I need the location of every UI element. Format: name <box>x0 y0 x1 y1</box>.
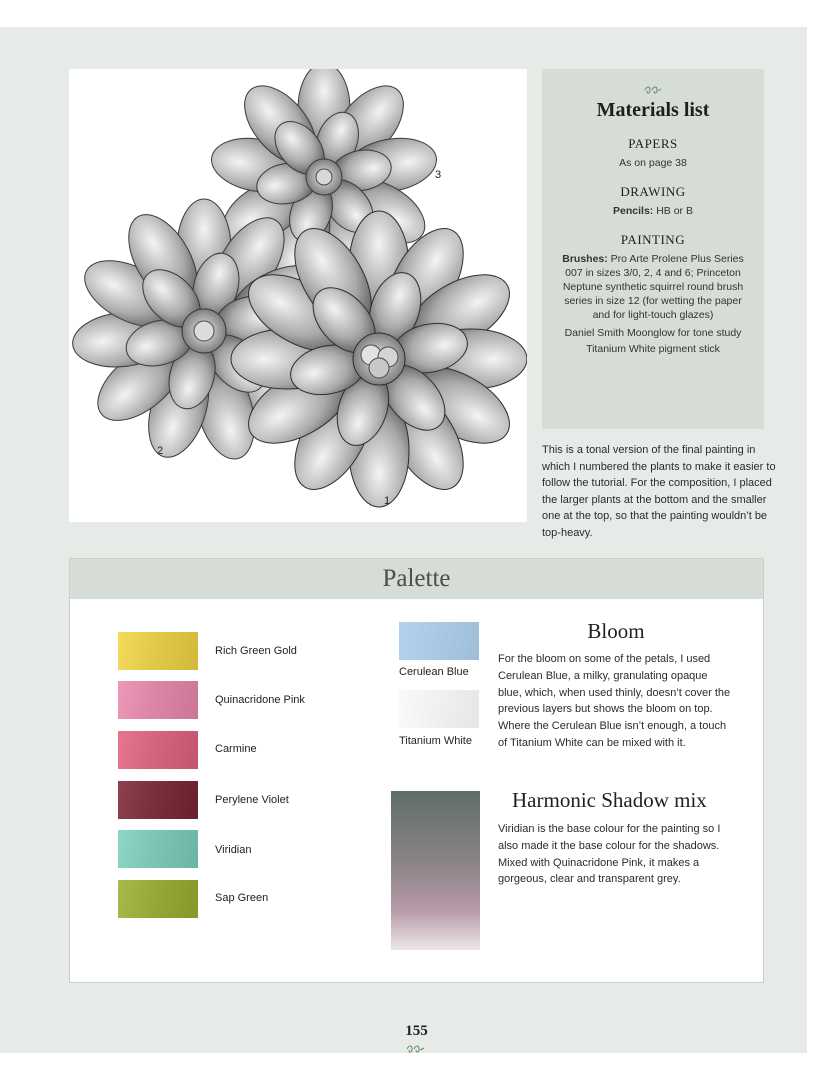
drawing-line: Pencils: HB or B <box>613 205 693 217</box>
swatch-label: Sap Green <box>215 892 269 904</box>
plant-label-2: 2 <box>157 445 164 457</box>
swatch-label: Quinacridone Pink <box>215 694 305 706</box>
swatch-label: Cerulean Blue <box>399 666 469 678</box>
palette-title: Palette <box>70 559 763 599</box>
bloom-text: For the bloom on some of the petals, I used Cerulean Blue, a milky, granulating opaque blue, which, when used thinly, doesn’t cover the previous layers but shows the bloom on top. Where the Cerulean Blue isn’t enough, a touch of Titanium White can be mixed with it. <box>498 653 731 749</box>
shadow-mix-title: Harmonic Shadow mix <box>512 788 707 812</box>
succulent-illustration <box>69 69 527 522</box>
swatch-quinacridone-pink <box>118 681 198 719</box>
moonglow-line: Daniel Smith Moonglow for tone study <box>564 327 742 339</box>
swatch-sap-green <box>118 880 198 918</box>
swatch-label: Rich Green Gold <box>215 645 297 657</box>
swatch-carmine <box>118 731 198 769</box>
swatch-label: Perylene Violet <box>215 794 289 806</box>
succulent-drawing <box>69 69 527 522</box>
drawing-heading: DRAWING <box>620 184 686 199</box>
swatch-viridian <box>118 830 198 868</box>
swatch-label: Carmine <box>215 743 257 755</box>
swatch-label: Viridian <box>215 844 252 856</box>
materials-panel <box>542 69 764 429</box>
harmonic-shadow-swatch <box>391 791 480 950</box>
swatch-perylene-violet <box>118 781 198 819</box>
palette-section <box>69 558 764 983</box>
painting-heading: PAINTING <box>620 232 686 247</box>
papers-heading: PAPERS <box>628 136 678 151</box>
swatch-cerulean-blue <box>399 622 479 660</box>
page-number: 155 <box>405 1023 428 1039</box>
plant-label-3: 3 <box>435 169 442 181</box>
shadow-mix-text: Viridian is the base colour for the painting so I also made it the base colour for the shadows. Mixed with Quinacridone Pink, it makes a gorgeous, clear and transparent grey. <box>498 823 721 886</box>
tonal-description: This is a tonal version of the final painting in which I numbered the plants to make it easier to follow the tutorial. For the composition, I placed the larger plants at the bottom and the smaller one at the top, so that the painting wouldn’t be top-heavy. <box>542 444 776 539</box>
flourish-icon <box>644 85 662 95</box>
brushes-line: Brushes: Pro Arte Prolene Plus Series 007 in sizes 3/0, 2, 4 and 6; Princeton Neptune synthetic squirrel round brush series in size 12 (for wetting the paper and for light-touch glazes) <box>562 253 744 321</box>
swatch-label: Titanium White <box>399 735 472 747</box>
titanium-stick-line: Titanium White pigment stick <box>586 343 720 355</box>
footer-flourish-icon <box>406 1044 426 1054</box>
papers-line: As on page 38 <box>619 157 687 169</box>
swatch-rich-green-gold <box>118 632 198 670</box>
materials-title: Materials list <box>596 99 710 121</box>
bloom-title: Bloom <box>587 619 645 643</box>
swatch-titanium-white <box>399 690 479 728</box>
plant-label-1: 1 <box>384 495 391 507</box>
